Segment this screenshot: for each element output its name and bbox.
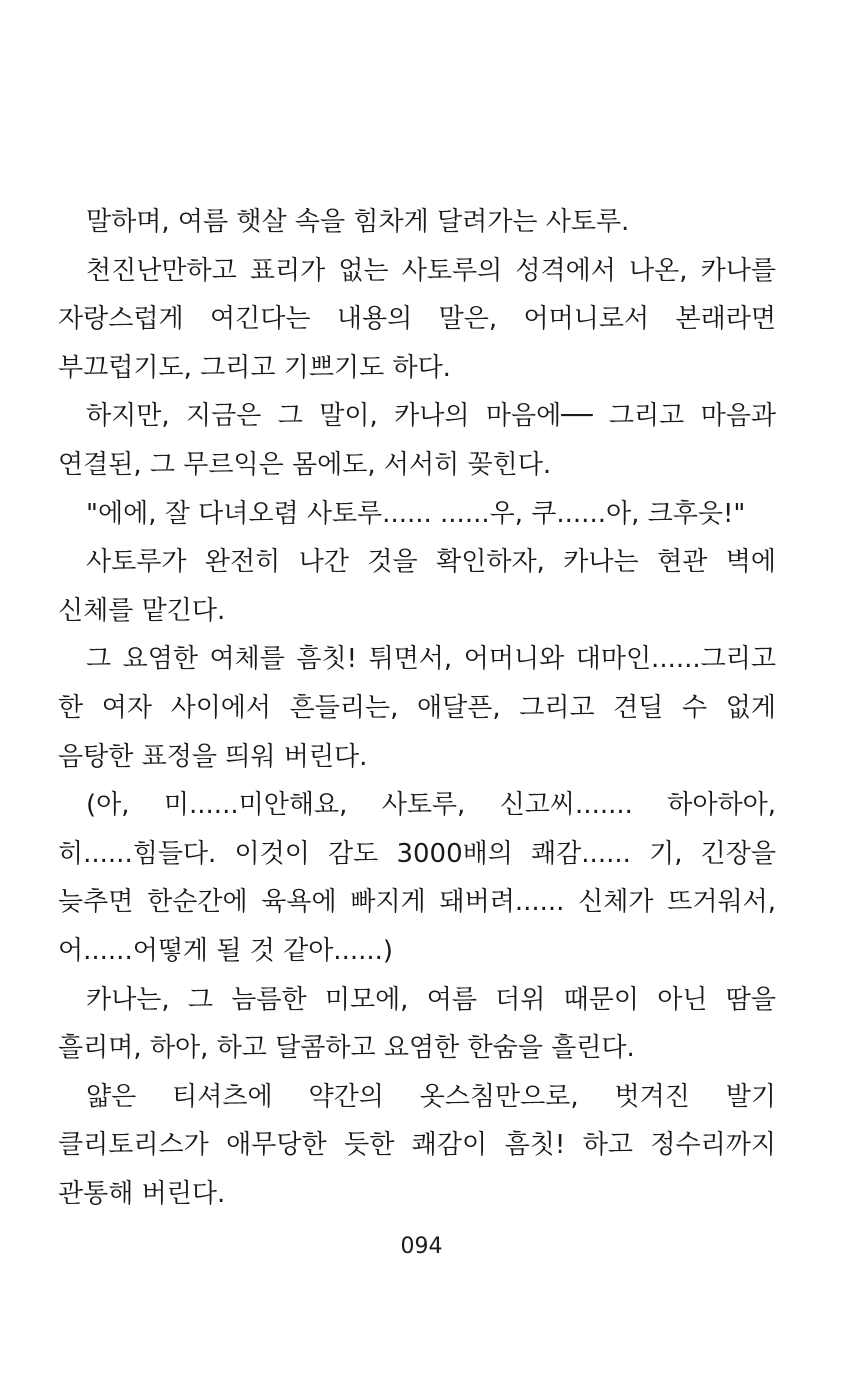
text-line: 늦추면 한순간에 육욕에 빠지게 돼버려...... 신체가 뜨거워서, [58, 887, 776, 918]
text-line: 자랑스럽게 여긴다는 내용의 말은, 어머니로서 본래라면 [58, 304, 776, 335]
text-line: 천진난만하고 표리가 없는 사토루의 성격에서 나온, 카나를 [86, 255, 776, 286]
body-text [58, 198, 776, 1218]
text-line: 연결된, 그 무르익은 몸에도, 서서히 꽂힌다. [58, 449, 552, 480]
text-line: (아, 미......미안해요, 사토루, 신고씨....... 하아하아, [86, 790, 776, 821]
text-line: 어......어떻게 될 것 같아......) [58, 935, 394, 966]
text-line: 히......힘들다. 이것이 감도 3000배의 쾌감...... 기, 긴장을 [58, 838, 776, 869]
text-line: 그 요염한 여체를 흠칫! 튀면서, 어머니와 대마인......그리고 [86, 644, 776, 675]
text-line: 말하며, 여름 햇살 속을 힘차게 달려가는 사토루. [86, 207, 630, 237]
text-line: "에에, 잘 다녀오렴 사토루...... ......우, 쿠......아, 크후읏!" [86, 498, 746, 529]
page-number: 094 [400, 1234, 443, 1259]
text-line: 한 여자 사이에서 흔들리는, 애달픈, 그리고 견딜 수 없게 [58, 692, 776, 723]
text-line: 얇은 티셔츠에 약간의 옷스침만으로, 벗겨진 발기 [86, 1081, 776, 1112]
text-line: 사토루가 완전히 나간 것을 확인하자, 카나는 현관 벽에 [86, 547, 776, 578]
text-line: 부끄럽기도, 그리고 기쁘기도 하다. [58, 352, 451, 383]
text-line: 관통해 버린다. [58, 1178, 226, 1209]
text-line: 흘리며, 하아, 하고 달콤하고 요염한 한숨을 흘린다. [58, 1033, 635, 1064]
text-line: 하지만, 지금은 그 말이, 카나의 마음에── 그리고 마음과 [86, 401, 776, 432]
text-line: 음탕한 표정을 띄워 버린다. [58, 741, 368, 772]
text-line: 카나는, 그 늠름한 미모에, 여름 더위 때문이 아닌 땀을 [86, 984, 776, 1015]
text-line: 신체를 맡긴다. [58, 595, 226, 626]
text-line: 클리토리스가 애무당한 듯한 쾌감이 흠칫! 하고 정수리까지 [58, 1130, 776, 1161]
